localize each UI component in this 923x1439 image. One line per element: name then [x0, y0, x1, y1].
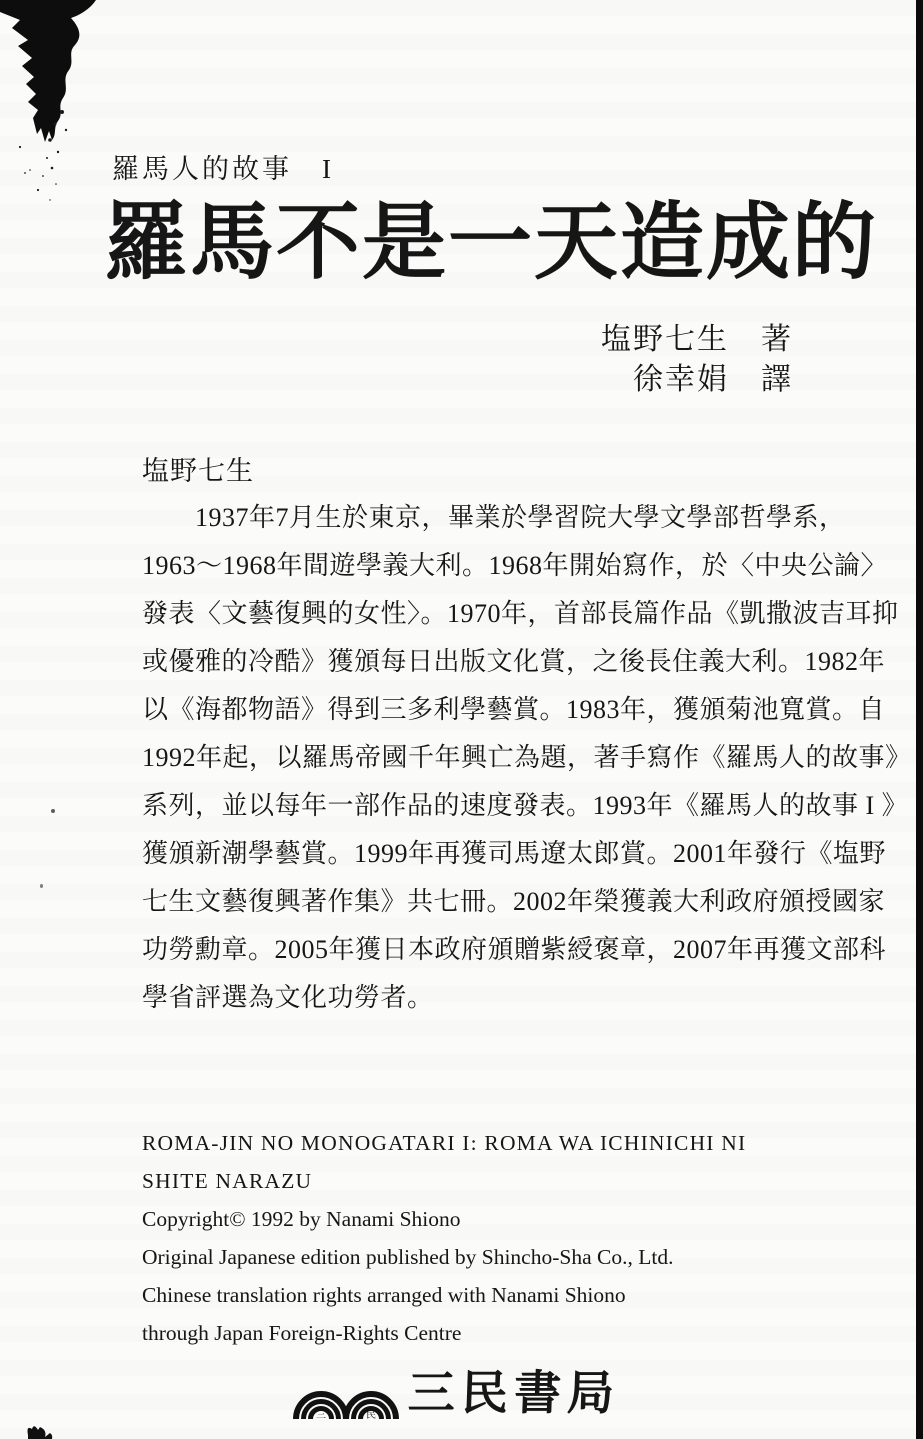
series-title: 羅馬人的故事 I — [112, 154, 334, 184]
bio-line: 學省評選為文化功勞者。 — [142, 983, 434, 1012]
speck-artifact — [51, 809, 55, 813]
copyright-line: ROMA-JIN NO MONOGATARI I: ROMA WA ICHINICHI NI — [142, 1131, 747, 1155]
copyright-block — [142, 1124, 802, 1352]
arch-left-char: 三 — [316, 1410, 326, 1420]
bio-line: 以《海都物語》得到三多利學藝賞。1983年，獲頒菊池寬賞。自 — [142, 695, 886, 724]
credits-block — [601, 320, 793, 400]
bio-line: 獲頒新潮學藝賞。1999年再獲司馬遼太郎賞。2001年發行《塩野 — [142, 839, 887, 868]
speck-artifact — [40, 884, 43, 888]
bio-line: 1937年7月生於東京，畢業於學習院大學文學部哲學系， — [142, 503, 846, 532]
ink-blob-artifact — [0, 0, 112, 215]
publisher-logo — [292, 1364, 620, 1420]
bio-line: 發表〈文藝復興的女性〉。1970年，首部長篇作品《凱撒波吉耳抑 — [142, 599, 899, 628]
copyright-line: Original Japanese edition published by Shincho-Sha Co., Ltd. — [142, 1245, 674, 1269]
sanmin-arches-icon — [292, 1374, 400, 1420]
bio-line: 系列，並以每年一部作品的速度發表。1993年《羅馬人的故事 I 》 — [142, 791, 909, 820]
copyright-line: Copyright© 1992 by Nanami Shiono — [142, 1207, 461, 1231]
copyright-line: SHITE NARAZU — [142, 1169, 313, 1193]
bio-heading: 塩野七生 — [142, 456, 254, 486]
bio-line: 1992年起，以羅馬帝國千年興亡為題，著手寫作《羅馬人的故事》 — [142, 743, 912, 772]
publisher-name: 三民書局 — [407, 1368, 621, 1420]
bio-paragraph — [142, 494, 912, 1022]
copyright-line: through Japan Foreign-Rights Centre — [142, 1321, 462, 1345]
book-main-title: 羅馬不是一天造成的 — [104, 197, 879, 290]
bio-line: 功勞勳章。2005年獲日本政府頒贈紫綬褒章，2007年再獲文部科 — [142, 935, 887, 964]
corner-smudge-artifact — [26, 1421, 54, 1439]
author-credit: 塩野七生 著 — [601, 323, 793, 356]
bio-line: 1963～1968年間遊學義大利。1968年開始寫作，於〈中央公論〉 — [142, 551, 888, 580]
bio-line: 或優雅的冷酷》獲頒每日出版文化賞，之後長住義大利。1982年 — [142, 647, 886, 676]
bio-line: 七生文藝復興著作集》共七冊。2002年榮獲義大利政府頒授國家 — [142, 887, 886, 916]
copyright-line: Chinese translation rights arranged with Nanami Shiono — [142, 1283, 626, 1307]
translator-credit: 徐幸娟 譯 — [633, 363, 793, 396]
arch-right-char: 民 — [366, 1410, 376, 1420]
scan-edge-strip-artifact — [916, 0, 923, 1439]
